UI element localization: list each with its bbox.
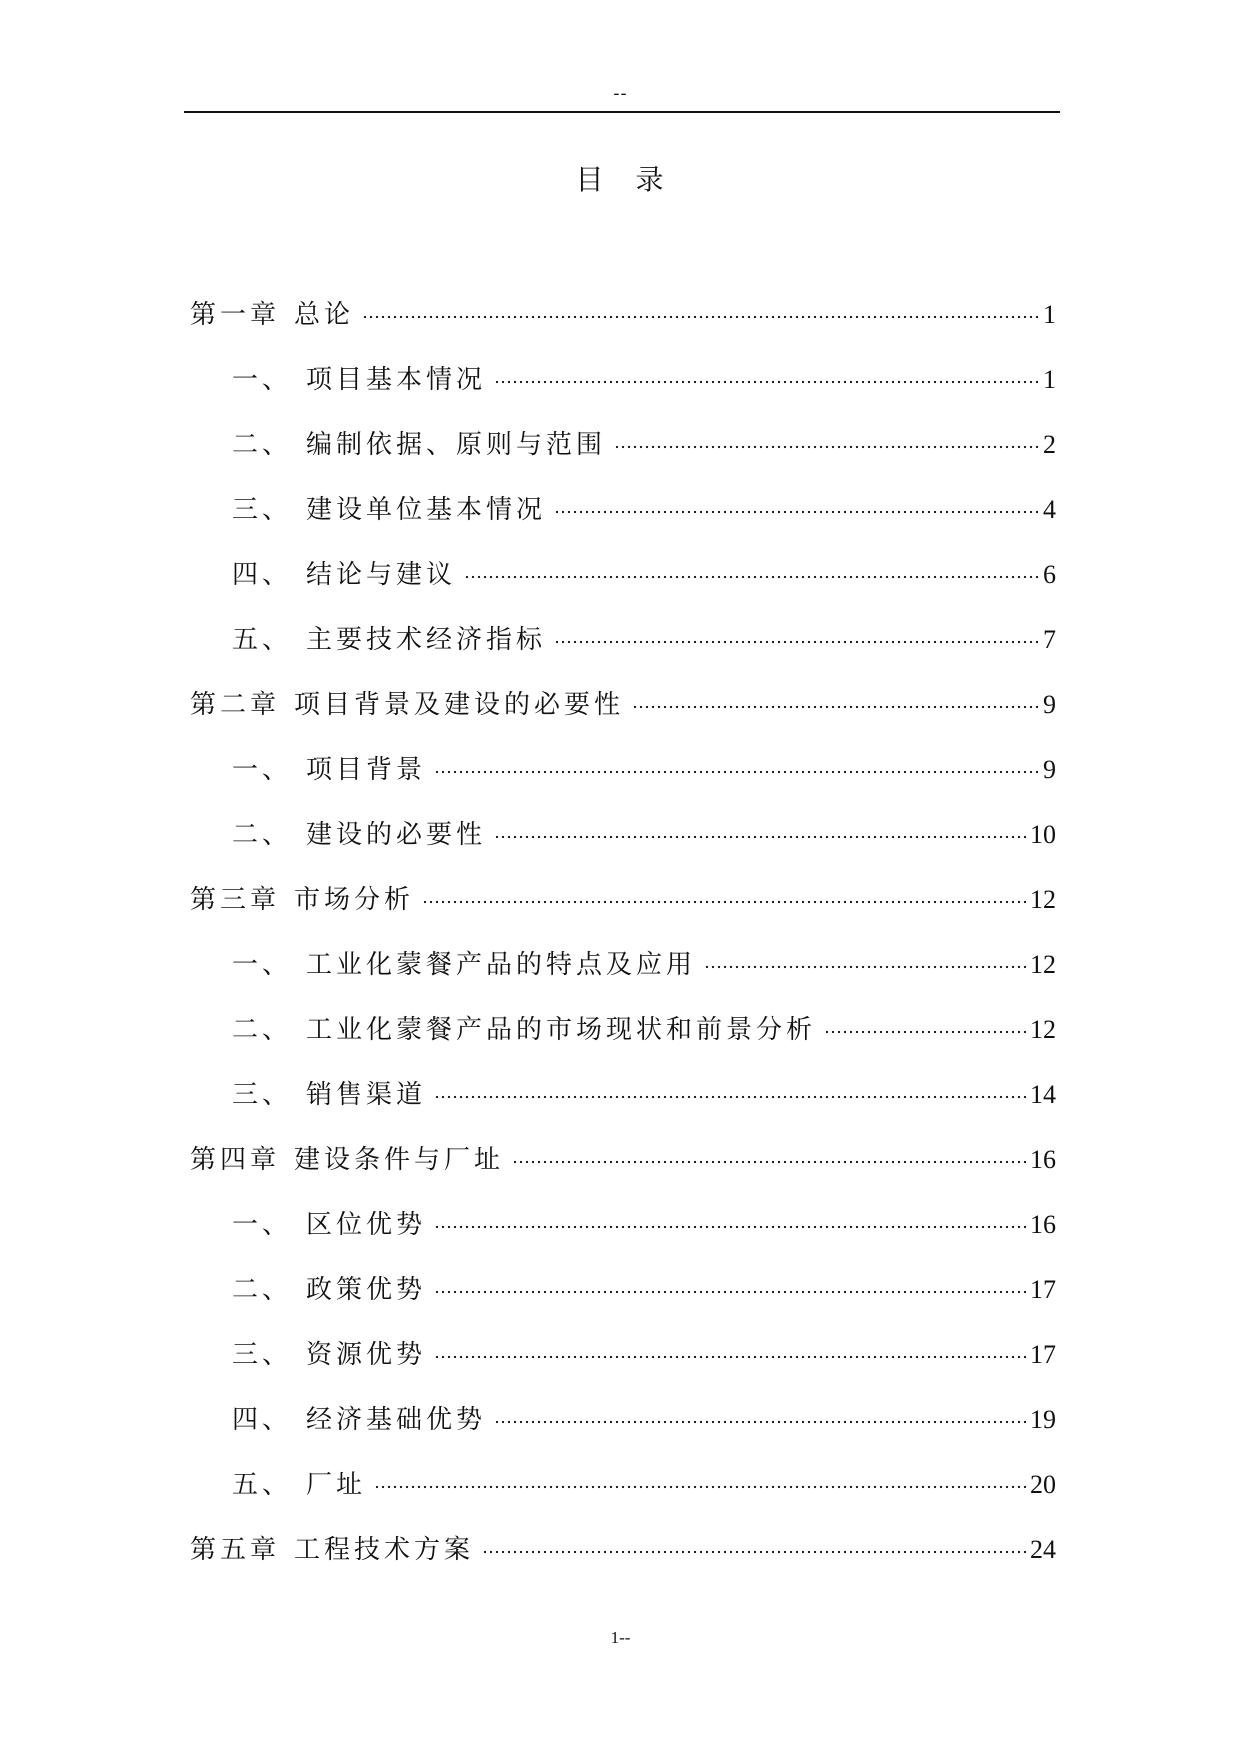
toc-entry-page: 16 [1030,1145,1056,1174]
toc-dot-leader [494,1398,1028,1424]
toc-entry-title: 资源优势 [306,1340,427,1370]
toc-entry-page: 1 [1043,365,1056,394]
toc-entry-number: 三、 [232,1080,293,1110]
toc-entry-page: 12 [1030,950,1056,979]
toc-dot-leader [512,1138,1028,1164]
toc-dot-leader [614,423,1041,449]
toc-dot-leader [434,1268,1028,1294]
toc-entry-number: 第五章 [190,1535,281,1565]
toc-dot-leader [554,488,1041,514]
toc-entry-title: 主要技术经济指标 [306,625,547,655]
toc-entry-number: 第四章 [190,1145,281,1175]
toc-entry-page: 19 [1030,1405,1056,1434]
toc-entry-page: 17 [1030,1275,1056,1304]
toc-list [190,282,1056,1582]
toc-entry-number: 四、 [232,560,293,590]
toc-chapter-entry[interactable] [190,282,1056,347]
toc-section-entry[interactable] [190,477,1056,542]
toc-entry-number: 五、 [232,625,293,655]
toc-entry-title: 项目背景及建设的必要性 [294,690,625,720]
toc-dot-leader [434,1333,1028,1359]
toc-dot-leader [632,683,1041,709]
toc-dot-leader [704,943,1028,969]
toc-entry-page: 17 [1030,1340,1056,1369]
toc-entry-page: 9 [1043,755,1056,784]
toc-entry-title: 政策优势 [306,1275,427,1305]
toc-entry-page: 16 [1030,1210,1056,1239]
toc-section-entry[interactable] [190,1322,1056,1387]
toc-section-entry[interactable] [190,997,1056,1062]
toc-section-entry[interactable] [190,932,1056,997]
toc-entry-title: 工业化蒙餐产品的市场现状和前景分析 [306,1015,817,1045]
toc-chapter-entry[interactable] [190,672,1056,737]
toc-entry-title: 区位优势 [306,1210,427,1240]
toc-dot-leader [434,748,1041,774]
toc-section-entry[interactable] [190,802,1056,867]
toc-entry-number: 三、 [232,495,293,525]
toc-entry-title: 建设的必要性 [306,820,487,850]
toc-entry-title: 项目基本情况 [306,365,487,395]
toc-chapter-entry[interactable] [190,1127,1056,1192]
toc-section-entry[interactable] [190,347,1056,412]
toc-entry-title: 厂址 [306,1470,367,1500]
toc-entry-title: 市场分析 [294,885,415,915]
toc-entry-page: 10 [1030,820,1056,849]
toc-entry-page: 2 [1043,430,1056,459]
toc-entry-number: 二、 [232,1015,293,1045]
toc-entry-title: 建设条件与厂址 [294,1145,505,1175]
toc-section-entry[interactable] [190,737,1056,802]
toc-entry-page: 12 [1030,1015,1056,1044]
toc-chapter-entry[interactable] [190,867,1056,932]
header-rule [184,111,1060,113]
toc-title: 目 录 [575,163,666,196]
toc-entry-number: 第三章 [190,885,281,915]
toc-section-entry[interactable] [190,1062,1056,1127]
toc-entry-number: 一、 [232,950,293,980]
toc-dot-leader [422,878,1028,904]
toc-entry-title: 工程技术方案 [294,1535,475,1565]
toc-entry-page: 20 [1030,1470,1056,1499]
toc-dot-leader [482,1528,1028,1554]
toc-entry-page: 14 [1030,1080,1056,1109]
toc-entry-title: 建设单位基本情况 [306,495,547,525]
toc-dot-leader [362,293,1041,319]
toc-section-entry[interactable] [190,1192,1056,1257]
toc-entry-title: 结论与建议 [306,560,457,590]
toc-section-entry[interactable] [190,1452,1056,1517]
toc-entry-number: 第一章 [190,300,281,330]
page-number: 1-- [610,1628,631,1647]
toc-entry-page: 7 [1043,625,1056,654]
toc-entry-title: 总论 [294,300,355,330]
toc-entry-number: 二、 [232,820,293,850]
toc-dot-leader [374,1463,1028,1489]
toc-entry-number: 五、 [232,1470,293,1500]
toc-dot-leader [494,358,1041,384]
toc-dot-leader [464,553,1041,579]
toc-dot-leader [494,813,1028,839]
toc-entry-page: 12 [1030,885,1056,914]
toc-section-entry[interactable] [190,542,1056,607]
toc-entry-number: 三、 [232,1340,293,1370]
toc-section-entry[interactable] [190,1387,1056,1452]
toc-entry-page: 24 [1030,1535,1056,1564]
toc-entry-page: 9 [1043,690,1056,719]
toc-entry-title: 销售渠道 [306,1080,427,1110]
toc-chapter-entry[interactable] [190,1517,1056,1582]
toc-entry-page: 1 [1043,300,1056,329]
toc-entry-page: 4 [1043,495,1056,524]
toc-entry-title: 项目背景 [306,755,427,785]
toc-dot-leader [554,618,1041,644]
toc-dot-leader [434,1203,1028,1229]
toc-entry-number: 二、 [232,430,293,460]
toc-dot-leader [824,1008,1028,1034]
header-mark: -- [613,83,628,104]
toc-entry-title: 经济基础优势 [306,1405,487,1435]
toc-section-entry[interactable] [190,607,1056,672]
toc-entry-number: 二、 [232,1275,293,1305]
toc-entry-title: 编制依据、原则与范围 [306,430,607,460]
toc-section-entry[interactable] [190,412,1056,477]
toc-entry-number: 第二章 [190,690,281,720]
toc-dot-leader [434,1073,1028,1099]
toc-entry-title: 工业化蒙餐产品的特点及应用 [306,950,697,980]
toc-section-entry[interactable] [190,1257,1056,1322]
toc-entry-page: 6 [1043,560,1056,589]
toc-entry-number: 一、 [232,755,293,785]
toc-entry-number: 一、 [232,1210,293,1240]
toc-entry-number: 四、 [232,1405,293,1435]
toc-entry-number: 一、 [232,365,293,395]
